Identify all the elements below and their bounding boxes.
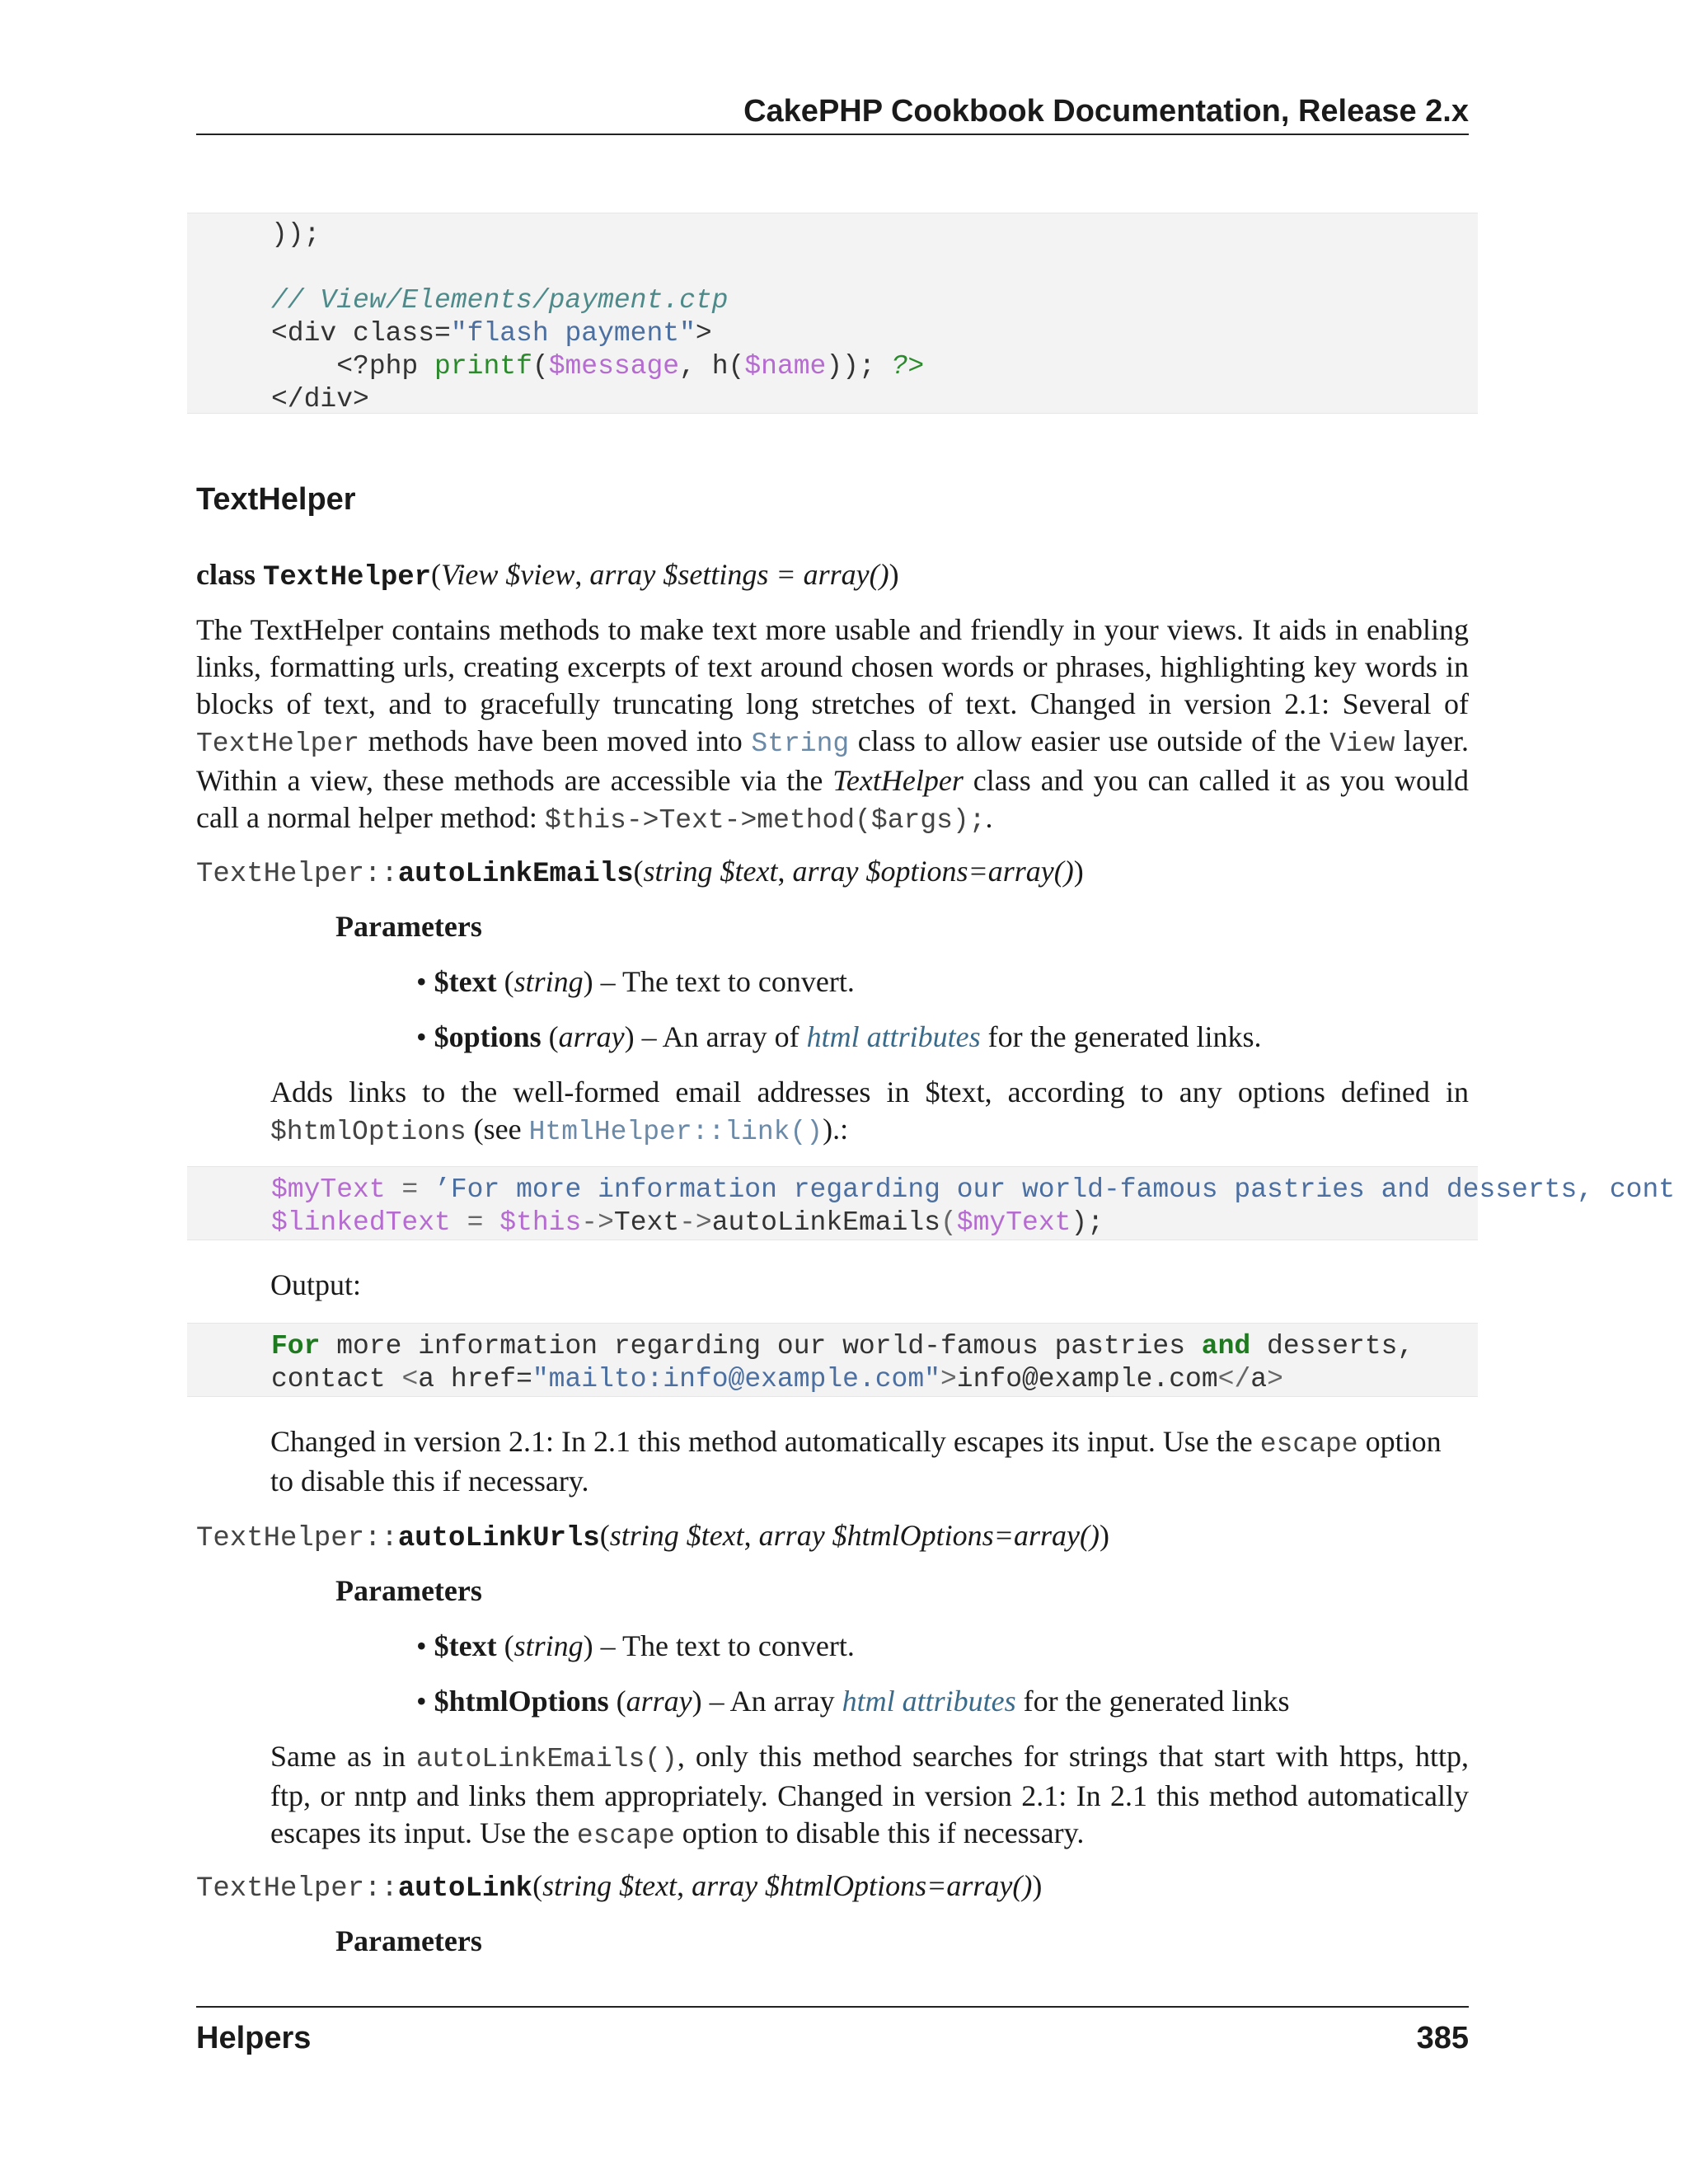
htmlhelper-link[interactable]: HtmlHelper::link(): [528, 1117, 823, 1147]
bullet: •: [416, 965, 427, 998]
sig-comma: ,: [743, 1519, 759, 1552]
sig-arg: string $text: [643, 855, 778, 888]
sig-arg: array $htmlOptions=array(): [692, 1869, 1033, 1902]
inline-code: escape: [576, 1821, 675, 1851]
code-token: );: [1071, 1207, 1104, 1238]
method-signature-autolinkemails: [196, 853, 1084, 893]
sig-close: ): [1032, 1869, 1043, 1902]
code-comment: // View/Elements/payment.ctp: [271, 285, 729, 316]
string-link[interactable]: String: [751, 729, 850, 759]
parameters-label: Parameters: [335, 910, 482, 943]
code-token: =: [450, 1207, 500, 1238]
sig-arg: array $htmlOptions=array(): [758, 1519, 1100, 1552]
footer-section: Helpers: [196, 2021, 312, 2055]
sig-arg: string $text: [609, 1519, 744, 1552]
param-desc: – An array of: [634, 1020, 807, 1053]
code-block-payment: [187, 213, 1478, 414]
param-desc: – An array: [701, 1685, 842, 1718]
sig-arg: array $options=array(): [792, 855, 1074, 888]
param-item: • $htmlOptions (array) – An array html attributes for the generated links: [416, 1685, 1290, 1718]
inline-code: TextHelper: [196, 729, 360, 759]
text-run: layer. Within a view, these methods are accessible via the: [196, 724, 1469, 797]
code-token: </: [1217, 1364, 1251, 1394]
code-token: desserts,: [1250, 1331, 1414, 1361]
code-string: "mailto:info@example.com": [532, 1364, 940, 1394]
param-type: string: [513, 965, 584, 998]
code-string: "flash payment": [450, 318, 696, 349]
bullet: •: [416, 1629, 427, 1662]
code-token: more information regarding our world-famous pastries: [320, 1331, 1202, 1361]
param-desc: – The text to convert.: [593, 965, 855, 998]
method-description: [270, 1074, 1469, 1151]
sig-comma: ,: [777, 855, 793, 888]
parameters-label: Parameters: [335, 1924, 482, 1957]
text-run: option to disable this if necessary.: [674, 1816, 1085, 1849]
code-variable: $linkedText: [271, 1207, 451, 1238]
code-token: ->: [679, 1207, 712, 1238]
code-token: <div class=: [271, 318, 451, 349]
text-run: The TextHelper contains methods to make text more usable and friendly in your views. It aids in enabling links, formatting urls, creating excerpts of text around chosen words or phrases, highlighting key words in blocks of text, and to gracefully truncating long stretches of text. Changed in version 2.1: Several of: [196, 613, 1469, 720]
sig-arg: array $settings = array(): [589, 558, 889, 591]
html-attributes-link[interactable]: html attributes: [806, 1020, 981, 1053]
text-run: , only this method searches for strings that start with https, http, ftp, or nntp and links them appropriately. Changed in version 2.1: In 2.1 this method automatically escapes its input. Use the: [270, 1740, 1469, 1849]
emphasis: TextHelper: [832, 764, 964, 797]
code-string: ’For more information regarding our world-famous pastries and desserts, cont: [434, 1174, 1676, 1205]
code-token: (: [532, 351, 549, 382]
code-variable: $name: [744, 351, 827, 382]
code-block-example: [187, 1166, 1676, 1240]
code-token: >: [940, 1364, 957, 1394]
output-label: Output:: [270, 1268, 362, 1301]
code-line: ));: [271, 219, 321, 250]
code-token: contact: [271, 1364, 402, 1394]
header-title: CakePHP Cookbook Documentation, Release 2.x: [743, 94, 1469, 129]
inline-code: autoLinkEmails(): [416, 1744, 678, 1774]
param-type: string: [513, 1629, 584, 1662]
sig-close: ): [1099, 1519, 1109, 1552]
code-variable: $this: [499, 1207, 582, 1238]
param-item: • $options (array) – An array of html attributes for the generated links.: [416, 1020, 1262, 1053]
param-type: array: [558, 1020, 625, 1053]
method-description: [270, 1738, 1469, 1854]
page-number: 385: [1416, 2021, 1469, 2055]
text-run: methods have been moved into: [359, 724, 752, 757]
code-token: info@example.com: [956, 1364, 1218, 1394]
code-token: , h(: [679, 351, 745, 382]
code-token: =: [385, 1174, 435, 1205]
code-token: <: [401, 1364, 419, 1394]
code-token: ?>: [891, 351, 925, 382]
param-name: $text: [434, 1629, 497, 1662]
param-item: • $text (string) – The text to convert.: [416, 1629, 855, 1662]
inline-code: $this->Text->method($args);: [544, 805, 986, 836]
method-prefix: TextHelper::: [196, 1873, 398, 1905]
param-item: • $text (string) – The text to convert.: [416, 965, 855, 998]
changed-note: [270, 1423, 1469, 1500]
param-name: $options: [434, 1020, 542, 1053]
sig-open: (: [599, 1519, 610, 1552]
sig-open: (: [431, 558, 442, 591]
param-name: $text: [434, 965, 497, 998]
code-token: <?php: [336, 351, 435, 382]
param-desc: for the generated links: [1015, 1685, 1290, 1718]
bullet: •: [416, 1685, 427, 1718]
code-token: a href=: [418, 1364, 532, 1394]
method-signature-autolinkurls: [196, 1517, 1109, 1558]
text-run: (see: [466, 1113, 529, 1146]
intro-paragraph: [196, 612, 1469, 839]
text-run: ).:: [823, 1113, 849, 1146]
code-function: printf: [434, 351, 532, 382]
sig-arg: View $view: [441, 558, 575, 591]
sig-open: (: [532, 1869, 543, 1902]
text-run: Same as in: [270, 1740, 417, 1773]
inline-code: escape: [1259, 1429, 1358, 1460]
inline-code: View: [1329, 729, 1395, 759]
sig-open: (: [633, 855, 644, 888]
code-token: Text: [613, 1207, 680, 1238]
method-name: autoLink: [397, 1873, 533, 1905]
html-attributes-link[interactable]: html attributes: [842, 1685, 1016, 1718]
text-run: .: [985, 801, 993, 834]
code-token: (: [940, 1207, 957, 1238]
code-keyword: and: [1201, 1331, 1251, 1361]
method-prefix: TextHelper::: [196, 1523, 398, 1554]
text-run: Adds links to the well-formed email addresses in $text, according to any options defined in: [270, 1076, 1469, 1108]
section-heading: TextHelper: [196, 482, 356, 517]
class-signature: [196, 556, 899, 597]
bullet: •: [416, 1020, 427, 1053]
text-run: option to disable this if necessary.: [270, 1425, 1442, 1497]
page-header: [196, 89, 1469, 135]
param-desc: for the generated links.: [980, 1020, 1262, 1053]
method-signature-autolink: [196, 1868, 1042, 1908]
sig-close: ): [1073, 855, 1084, 888]
code-token: a: [1250, 1364, 1268, 1394]
text-run: Changed in version 2.1: In 2.1 this method automatically escapes its input. Use the: [270, 1425, 1260, 1458]
code-variable: $myText: [956, 1207, 1071, 1238]
inline-code: $htmlOptions: [270, 1117, 467, 1147]
code-token: </div>: [271, 384, 369, 414]
sig-close: ): [889, 558, 899, 591]
text-run: class to allow easier use outside of the: [849, 724, 1330, 757]
param-desc: – The text to convert.: [593, 1629, 855, 1662]
class-name: TextHelper: [263, 562, 432, 593]
code-keyword: For: [271, 1331, 321, 1361]
param-name: $htmlOptions: [434, 1685, 609, 1718]
method-prefix: TextHelper::: [196, 859, 398, 890]
page-footer: [196, 2006, 1469, 2057]
param-type: array: [626, 1685, 692, 1718]
code-token: autoLinkEmails: [711, 1207, 940, 1238]
parameters-label: Parameters: [335, 1574, 482, 1607]
method-name: autoLinkUrls: [397, 1523, 600, 1554]
code-variable: $myText: [271, 1174, 386, 1205]
code-token: ));: [826, 351, 875, 382]
sig-comma: ,: [574, 558, 590, 591]
text-run: class and you can called it as you would call a normal helper method:: [196, 764, 1469, 834]
method-name: autoLinkEmails: [397, 859, 634, 890]
code-variable: $message: [548, 351, 680, 382]
code-token: >: [695, 318, 712, 349]
code-block-output: [187, 1323, 1478, 1397]
sig-arg: string $text: [542, 1869, 678, 1902]
sig-comma: ,: [677, 1869, 692, 1902]
code-token: >: [1267, 1364, 1283, 1394]
class-keyword: class: [196, 558, 256, 591]
code-token: ->: [581, 1207, 614, 1238]
